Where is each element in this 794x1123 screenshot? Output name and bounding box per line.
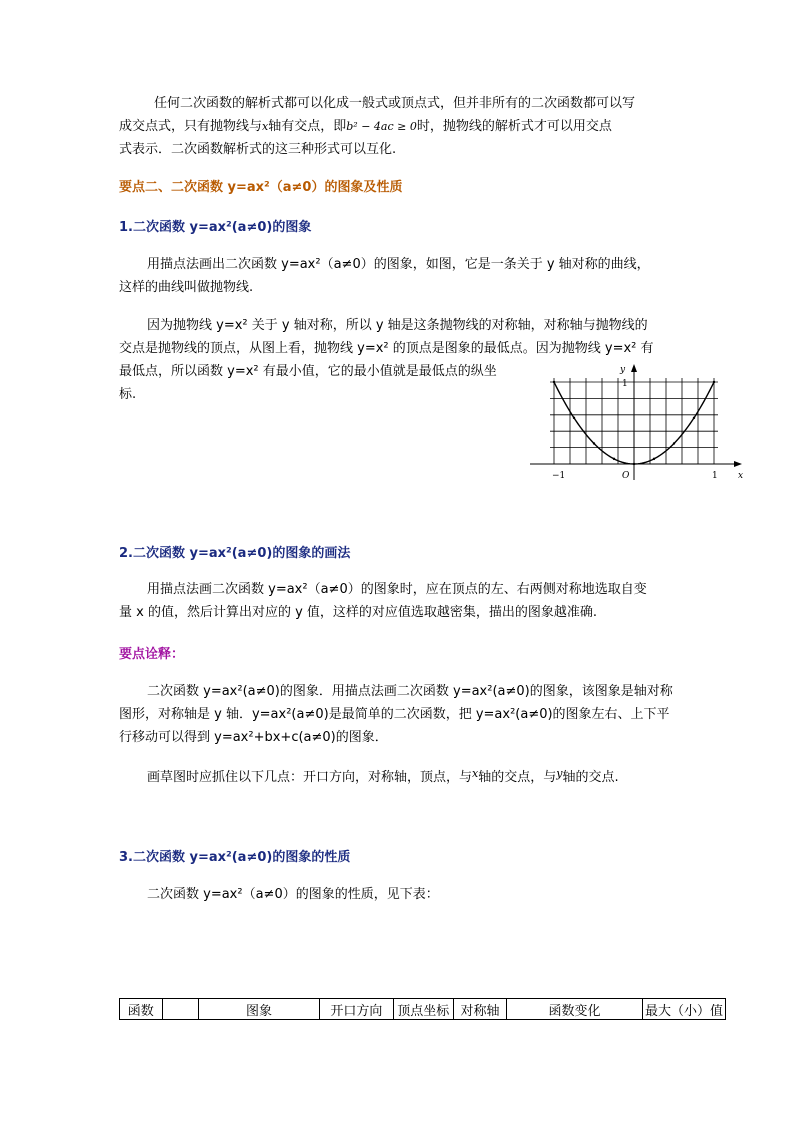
math-x: x: [262, 120, 269, 133]
intro-line-3: 式表示．二次函数解析式的这三种形式可以互化.: [119, 142, 397, 157]
x-axis-arrow-icon: [734, 461, 742, 467]
tick-label-x-neg1: −1: [552, 471, 566, 481]
data-point: [673, 442, 675, 444]
data-point: [613, 458, 615, 460]
data-point: [633, 463, 635, 465]
properties-table: [119, 998, 726, 1020]
sub3-paragraph: 二次函数 y=ax²（a≠0）的图象的性质，见下表：: [147, 887, 439, 902]
header-cell-function-change: 函数变化: [506, 999, 642, 1020]
sub1-paragraph-1: 用描点法画出二次函数 y=ax²（a≠0）的图象，如图，它是一条关于 y 轴对称的曲线， 这样的曲线叫做抛物线.: [119, 257, 650, 295]
header-cell-vertex-coordinates: 顶点坐标: [393, 999, 453, 1020]
subsection-3-title: 3.二次函数 y=ax²(a≠0)的图象的性质: [119, 850, 351, 865]
subsection-2-title: 2.二次函数 y=ax²(a≠0)的图象的画法: [119, 546, 351, 561]
header-cell-graph: 图象: [198, 999, 319, 1020]
intro-line-2: 成交点式，只有抛物线与x轴有交点，即b² − 4ac ≥ 0时，抛物线的解析式才可以用交点: [119, 119, 612, 134]
math-y: y: [556, 767, 563, 780]
header-cell-blank: [162, 999, 198, 1020]
sub1-paragraph-2: 因为抛物线 y=x² 关于 y 轴对称，所以 y 轴是这条抛物线的对称轴，对称轴与抛物线的 交点是抛物线的顶点，从图上看，抛物线 y=x² 的顶点是图象的最低点。因为抛物线 y=x² 有 最低点，所以函数 y=x² 有最小值，它的最小值就是最低点的纵坐 标.: [119, 318, 654, 402]
origin-label: O: [622, 471, 630, 481]
data-point: [693, 417, 695, 419]
intro-paragraph: [119, 92, 719, 161]
key-note-paragraph: 二次函数 y=ax²(a≠0)的图象．用描点法画二次函数 y=ax²(a≠0)的图象，该图象是轴对称 图形，对称轴是 y 轴．y=ax²(a≠0)是最简单的二次函数，把 y=ax²(a≠0)的图象左右、上下平 行移动可以得到 y=ax²+bx+c(a≠0)的图象．: [119, 684, 673, 745]
discriminant-formula: b² − 4ac ≥ 0: [346, 120, 417, 133]
data-point: [653, 458, 655, 460]
tick-label-y-1: 1: [622, 379, 628, 389]
header-cell-opening-direction: 开口方向: [320, 999, 393, 1020]
parabola-graph: [526, 362, 748, 484]
table-header-row: [120, 999, 726, 1020]
data-point: [713, 381, 715, 383]
math-x: x: [472, 767, 479, 780]
data-point: [573, 417, 575, 419]
data-point: [593, 442, 595, 444]
key-note-sketch-tips: 画草图时应抓住以下几点：开口方向，对称轴，顶点，与$^x$轴的交点，与$^y$轴的交点.: [147, 767, 619, 785]
x-axis-label: x: [738, 471, 744, 481]
y-axis-arrow-icon: [631, 364, 637, 372]
sub2-paragraph: 用描点法画二次函数 y=ax²（a≠0）的图象时，应在顶点的左、右两侧对称地选取自变 量 x 的值，然后计算出对应的 y 值，这样的对应值选取越密集，描出的图象越准确.: [119, 582, 647, 620]
header-cell-axis-of-symmetry: 对称轴: [453, 999, 506, 1020]
tick-label-x-1: 1: [712, 471, 718, 481]
intro-line-1: 任何二次函数的解析式都可以化成一般式或顶点式，但并非所有的二次函数都可以写: [154, 96, 636, 111]
header-cell-function: 函数: [120, 999, 163, 1020]
y-axis-label: y: [620, 365, 626, 375]
data-point: [553, 381, 555, 383]
section-2-heading: 要点二、二次函数 y=ax²（a≠0）的图象及性质: [119, 180, 403, 195]
subsection-1-title: 1.二次函数 y=ax²(a≠0)的图象: [119, 220, 312, 235]
key-note-title: 要点诠释：: [119, 647, 185, 662]
header-cell-extreme-value: 最大（小）值: [642, 999, 725, 1020]
